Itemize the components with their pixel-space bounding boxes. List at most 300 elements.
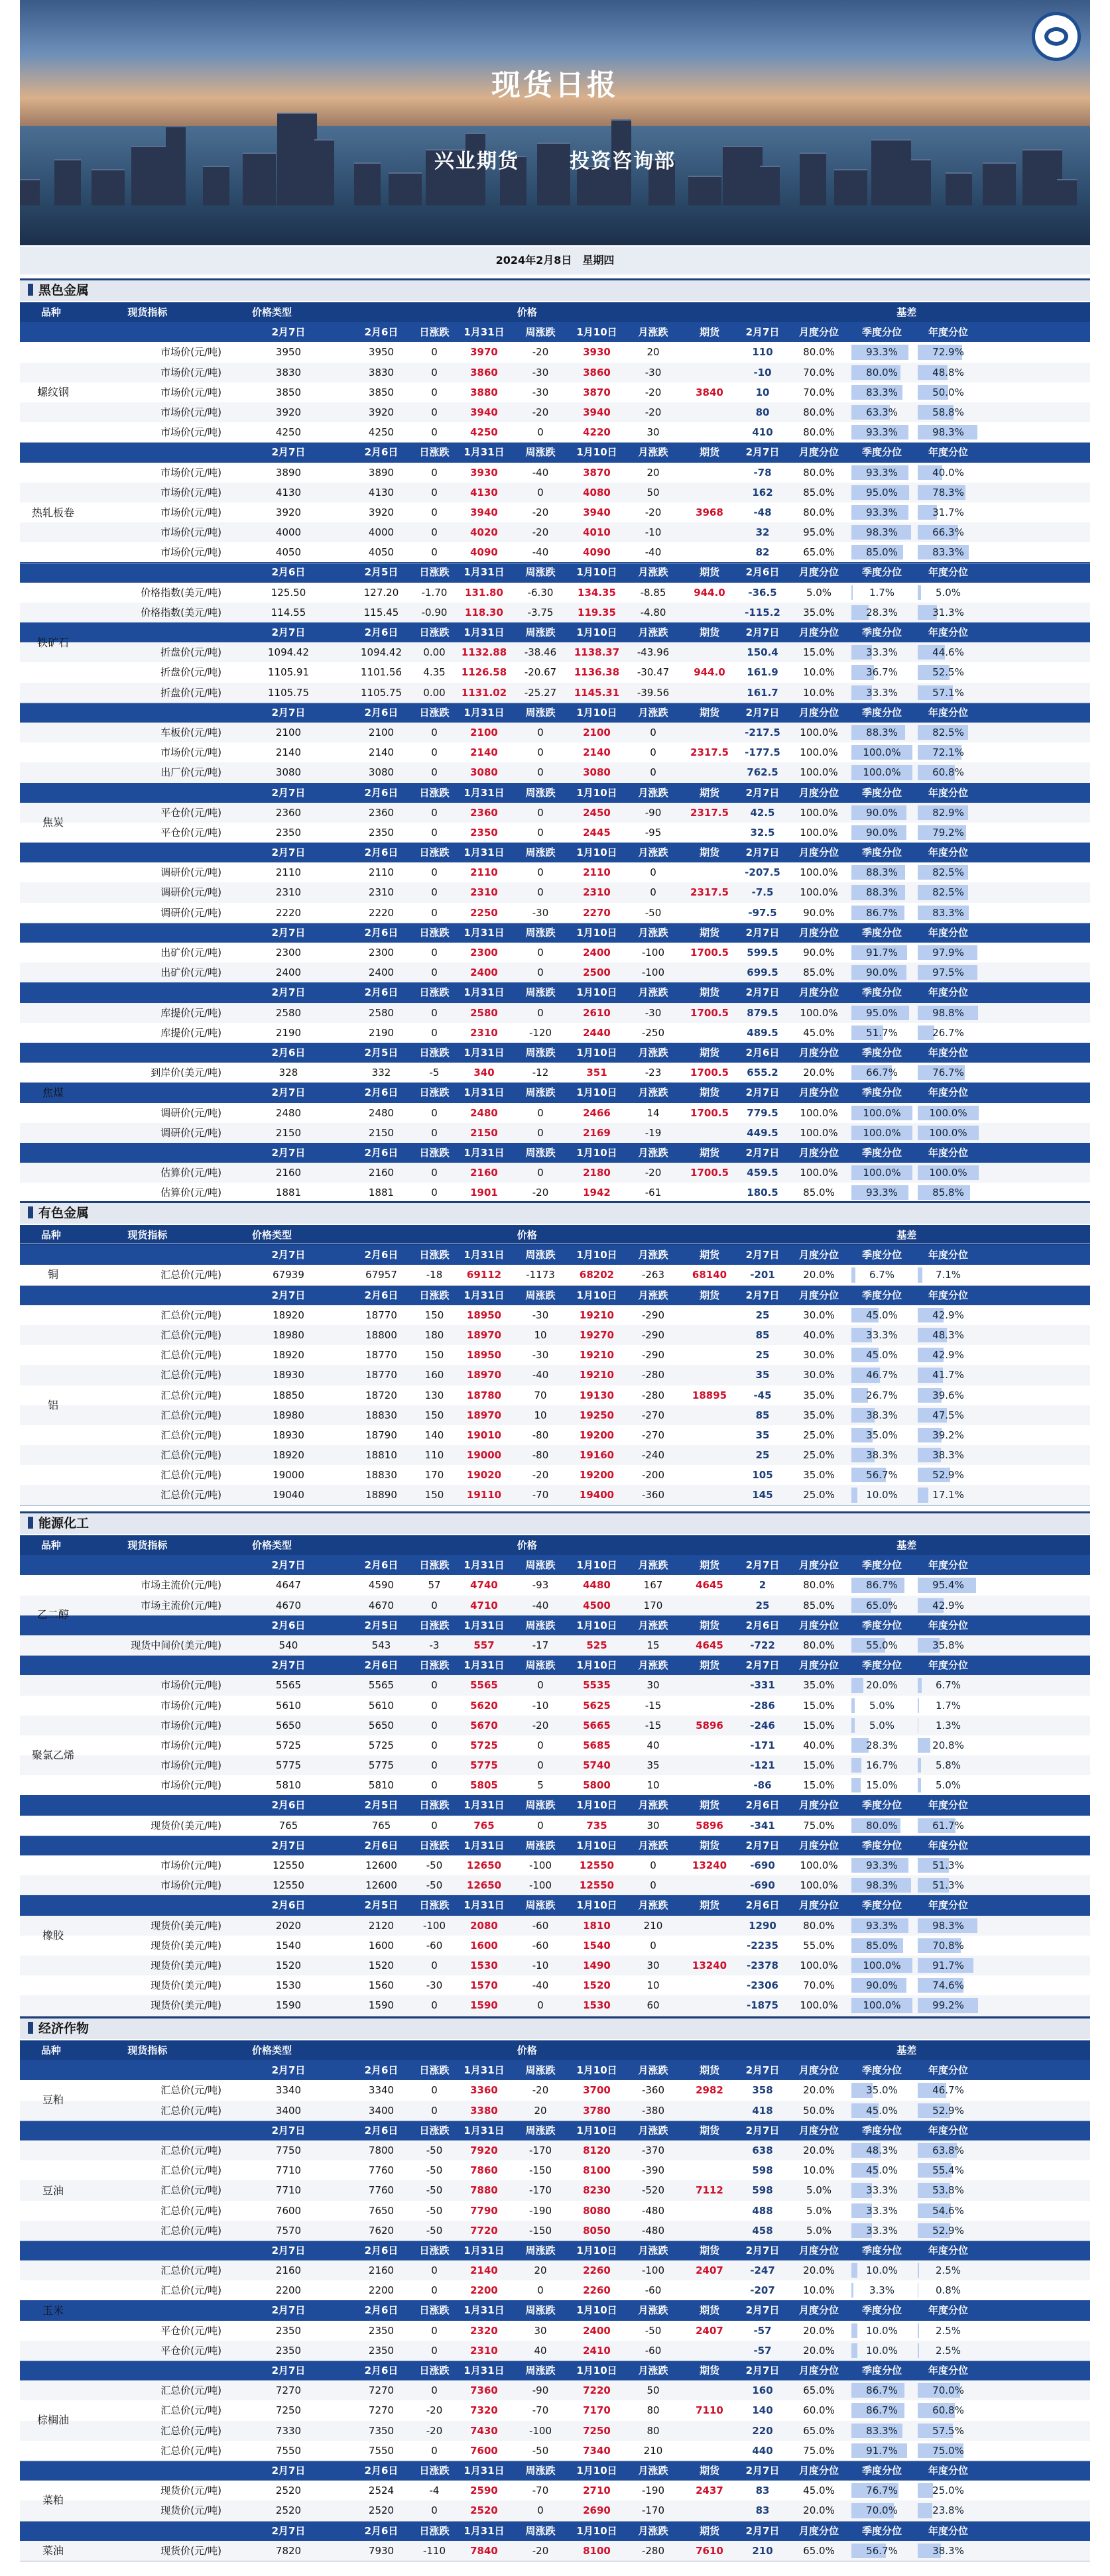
change-cell: 7430: [470, 2424, 498, 2437]
commodity-label: 菜粕: [42, 2494, 64, 2507]
value-cell: 7600: [275, 2204, 302, 2217]
percentile-value: 42.9%: [932, 1599, 964, 1611]
value-cell: 2月7日: [271, 2524, 306, 2537]
value-cell: -30: [532, 1349, 549, 1362]
table-row: [20, 1325, 1090, 1345]
value-cell: 周涨跌: [525, 2124, 556, 2137]
percentile-cell: [981, 1916, 1050, 1936]
table-row: [20, 1596, 1090, 1615]
change-cell: 7250: [583, 2424, 611, 2437]
percentile-cell: [915, 1365, 981, 1385]
value-cell: 月度分位: [798, 1046, 839, 1059]
value-cell: 30.0%: [803, 1369, 835, 1381]
change-cell: [683, 463, 736, 483]
percentile-value: 66.3%: [932, 526, 964, 539]
value-cell: 115.45: [363, 606, 399, 618]
value-cell: -40: [532, 1599, 549, 1611]
value-cell: 1月31日: [463, 926, 505, 939]
value-cell: [981, 2361, 1050, 2380]
value-cell: 1月31日: [463, 1086, 505, 1099]
section-title: 黑色金属: [20, 278, 1090, 301]
percentile-cell: [981, 1735, 1050, 1755]
value-cell: 10.0%: [803, 686, 835, 699]
value-cell: 季度分位: [861, 1659, 902, 1672]
value-cell: 4000: [368, 526, 395, 539]
value-cell: 季度分位: [861, 2064, 902, 2077]
percentile-value: 35.0%: [866, 1429, 898, 1441]
value-cell: 2月7日: [745, 446, 780, 459]
value-cell: 日涨跌: [419, 1289, 450, 1301]
value-cell: -100: [528, 1859, 552, 1871]
percentile-value: 5.0%: [869, 1719, 895, 1731]
commodity-label: 乙二醇: [36, 1608, 69, 1621]
value-cell: 1月10日: [576, 1899, 617, 1912]
value-cell: -3.75: [527, 606, 554, 618]
percentile-cell: [849, 1755, 915, 1775]
value-cell: 1520: [275, 1959, 302, 1971]
percentile-cell: [849, 1675, 915, 1695]
percentile-bar: [918, 1698, 919, 1713]
percentile-value: 50.0%: [932, 386, 964, 398]
value-cell: 30: [647, 426, 660, 439]
futures-price: -121: [750, 1759, 775, 1772]
percentile-cell: [849, 1003, 915, 1023]
table-row: [20, 502, 1090, 522]
value-cell: 2520: [368, 2504, 395, 2517]
value-cell: 2月7日: [271, 1249, 306, 1261]
value-cell: 5775: [368, 1759, 395, 1772]
change-cell: 1700.5: [690, 1006, 729, 1019]
value-cell: 2月7日: [745, 2304, 780, 2317]
percentile-cell: [849, 1103, 915, 1123]
change-cell: [683, 2221, 736, 2241]
percentile-value: 56.7%: [866, 1469, 898, 1482]
percentile-bar: [851, 2323, 857, 2338]
value-cell: 110: [424, 1449, 444, 1462]
value-cell: 150: [424, 1349, 444, 1362]
percentile-value: 98.3%: [932, 1919, 964, 1932]
value-cell: 0: [431, 1126, 438, 1139]
change-cell: [683, 342, 736, 362]
value-cell: 57: [428, 1579, 441, 1592]
value-cell: 2月5日: [364, 1899, 399, 1912]
value-cell: 周涨跌: [525, 2064, 556, 2077]
change-cell: 8050: [583, 2224, 611, 2237]
value-cell: 5810: [275, 1779, 302, 1792]
percentile-value: 70.0%: [932, 2384, 964, 2397]
value-cell: 期货: [699, 1899, 719, 1912]
change-cell: 2445: [583, 826, 611, 839]
indicator-name: 市场价(元/吨): [160, 1759, 221, 1772]
percentile-cell: [981, 2280, 1050, 2300]
value-cell: 周涨跌: [525, 1659, 556, 1672]
value-cell: 年度分位: [928, 446, 968, 459]
table-row: [20, 603, 1090, 622]
change-cell: 7920: [470, 2144, 498, 2156]
futures-price: 699.5: [747, 966, 778, 979]
percentile-cell: [849, 1445, 915, 1465]
value-cell: 1月10日: [576, 1619, 617, 1631]
value-cell: 60.0%: [803, 2404, 835, 2417]
value-cell: 0: [537, 1819, 544, 1832]
value-cell: 1520: [368, 1959, 395, 1971]
value-cell: 0: [650, 1859, 656, 1871]
value-cell: 日涨跌: [419, 2124, 450, 2137]
value-cell: [981, 2461, 1050, 2481]
change-cell: [683, 542, 736, 562]
value-cell: 2524: [368, 2485, 395, 2497]
header-cell: 品种: [40, 2044, 61, 2056]
value-cell: 65.0%: [803, 2384, 835, 2397]
percentile-bar: [851, 1678, 863, 1692]
value-cell: 1月10日: [576, 2464, 617, 2477]
value-cell: 0: [650, 866, 656, 879]
percentile-cell: [849, 2380, 915, 2400]
futures-price: -690: [750, 1879, 775, 1892]
value-cell: 0: [431, 486, 438, 498]
category-cell: [20, 1836, 86, 1855]
percentile-cell: [915, 2260, 981, 2280]
change-cell: 19000: [466, 1449, 502, 1462]
subheader-row: [20, 2060, 1090, 2080]
value-cell: 127.20: [363, 586, 399, 599]
value-cell: 期货: [699, 1659, 719, 1672]
value-cell: 0: [650, 766, 656, 779]
percentile-cell: [981, 1596, 1050, 1615]
indicator-name: 市场价(元/吨): [160, 366, 221, 379]
table-row: [20, 2201, 1090, 2221]
percentile-value: 17.1%: [932, 1489, 964, 1501]
indicator-name: [86, 1795, 225, 1815]
change-cell: 3968: [696, 506, 723, 518]
percentile-cell: [915, 1916, 981, 1936]
futures-price: 599.5: [747, 947, 778, 959]
indicator-name: 现货中间价(美元/吨): [131, 1639, 221, 1651]
value-cell: -170: [528, 2184, 552, 2197]
value-cell: 20.0%: [803, 2504, 835, 2517]
percentile-cell: [915, 862, 981, 882]
indicator-name: 汇总价(元/吨): [160, 2264, 221, 2277]
value-cell: 2120: [368, 1919, 395, 1932]
value-cell: 67939: [273, 1269, 304, 1281]
value-cell: 1月10日: [576, 2304, 617, 2317]
change-cell: [683, 1425, 736, 1445]
value-cell: 150: [424, 1309, 444, 1321]
percentile-value: 31.3%: [932, 606, 964, 618]
change-cell: [683, 1345, 736, 1365]
percentile-cell: [981, 1163, 1050, 1183]
change-cell: 1540: [583, 1939, 611, 1952]
change-cell: 557: [473, 1639, 495, 1651]
value-cell: 日涨跌: [419, 1659, 450, 1672]
percentile-value: 100.0%: [863, 746, 901, 759]
futures-price: 25: [755, 1599, 770, 1611]
change-cell: 7112: [696, 2184, 723, 2197]
value-cell: 2月7日: [271, 1839, 306, 1851]
percentile-cell: [849, 2500, 915, 2520]
percentile-value: 58.8%: [932, 406, 964, 418]
percentile-value: 54.6%: [932, 2204, 964, 2217]
value-cell: 0: [537, 1006, 544, 1019]
value-cell: 1月10日: [576, 2064, 617, 2077]
value-cell: 年度分位: [928, 986, 968, 999]
value-cell: 2300: [368, 947, 395, 959]
table-row: [20, 1936, 1090, 1956]
percentile-cell: [915, 363, 981, 382]
header-cell: 价格: [517, 2044, 537, 2056]
percentile-value: 45.0%: [866, 1309, 898, 1321]
percentile-value: 45.0%: [866, 1349, 898, 1362]
value-cell: 100.0%: [800, 1126, 838, 1139]
value-cell: 月度分位: [798, 326, 839, 339]
futures-price: 25: [755, 1309, 770, 1321]
percentile-value: 70.0%: [866, 2504, 898, 2517]
value-cell: 月度分位: [798, 2244, 839, 2256]
value-cell: -30: [645, 366, 662, 379]
value-cell: 2400: [368, 966, 395, 979]
value-cell: 月涨跌: [638, 1559, 668, 1572]
value-cell: 年度分位: [928, 1839, 968, 1851]
subheader-row: [20, 322, 1090, 342]
value-cell: 10: [647, 1979, 660, 1992]
percentile-value: 38.3%: [932, 2544, 964, 2557]
percentile-value: 2.5%: [935, 2324, 961, 2337]
indicator-name: [86, 982, 225, 1002]
futures-price: 80: [755, 406, 770, 418]
percentile-cell: [849, 2180, 915, 2200]
percentile-value: 76.7%: [866, 2485, 898, 2497]
value-cell: 年度分位: [928, 1289, 968, 1301]
percentile-value: 91.7%: [866, 2444, 898, 2457]
subheader-row: [20, 1555, 1090, 1575]
percentile-value: 83.3%: [932, 546, 964, 559]
table-row: [20, 662, 1090, 682]
percentile-cell: [915, 2160, 981, 2180]
value-cell: 10.0%: [803, 2284, 835, 2297]
change-cell: 340: [473, 1067, 495, 1079]
futures-price: 410: [752, 426, 773, 439]
value-cell: 2月6日: [271, 566, 306, 579]
percentile-cell: [915, 903, 981, 923]
value-cell: 1600: [368, 1939, 395, 1952]
indicator-name: 市场价(元/吨): [160, 546, 221, 559]
value-cell: 2月7日: [745, 2124, 780, 2137]
value-cell: 18830: [365, 1409, 397, 1421]
value-cell: 1月31日: [463, 566, 505, 579]
percentile-cell: [849, 1163, 915, 1183]
value-cell: 周涨跌: [525, 1559, 556, 1572]
change-cell: 944.0: [694, 586, 725, 599]
value-cell: 月涨跌: [638, 2524, 668, 2537]
indicator-name: [86, 2300, 225, 2320]
percentile-value: 26.7%: [866, 1389, 898, 1401]
value-cell: 月度分位: [798, 1839, 839, 1851]
indicator-name: 汇总价(元/吨): [160, 1409, 221, 1421]
percentile-cell: [915, 943, 981, 963]
value-cell: 20: [534, 2264, 547, 2277]
percentile-cell: [849, 422, 915, 442]
value-cell: 月度分位: [798, 1146, 839, 1159]
percentile-value: 74.6%: [932, 1979, 964, 1992]
futures-price: 85: [755, 1409, 770, 1421]
change-cell: 2300: [470, 947, 498, 959]
indicator-name: [86, 322, 225, 342]
percentile-cell: [981, 1936, 1050, 1956]
change-cell: 19250: [579, 1409, 615, 1421]
value-cell: 周涨跌: [525, 1086, 556, 1099]
value-cell: 5610: [275, 1699, 302, 1712]
value-cell: -20: [532, 2544, 549, 2557]
table-row: [20, 1123, 1090, 1143]
percentile-cell: [849, 1183, 915, 1202]
value-cell: -50: [645, 906, 662, 919]
percentile-cell: [849, 1855, 915, 1875]
value-cell: 25.0%: [803, 1429, 835, 1441]
percentile-cell: [981, 2541, 1050, 2561]
table-row: [20, 1063, 1090, 1083]
value-cell: 18830: [365, 1469, 397, 1482]
value-cell: 2月7日: [271, 1559, 306, 1572]
value-cell: 0: [431, 426, 438, 439]
change-cell: 1700.5: [690, 1106, 729, 1119]
percentile-cell: [849, 1325, 915, 1345]
percentile-cell: [915, 2140, 981, 2160]
table-row: [20, 1775, 1090, 1795]
futures-price: 150.4: [747, 646, 778, 659]
percentile-cell: [849, 2400, 915, 2420]
change-cell: 18970: [466, 1409, 502, 1421]
percentile-value: 79.2%: [932, 826, 964, 839]
indicator-name: [86, 1655, 225, 1675]
change-cell: 4250: [470, 426, 498, 439]
percentile-value: 93.3%: [866, 1859, 898, 1871]
percentile-bar: [851, 2343, 857, 2358]
value-cell: 7750: [275, 2144, 302, 2156]
percentile-cell: [849, 2260, 915, 2280]
header-cell: 基差: [896, 1539, 917, 1551]
change-cell: 1901: [470, 1187, 498, 1199]
indicator-name: 汇总价(元/吨): [160, 2424, 221, 2437]
value-cell: 2月7日: [745, 626, 780, 638]
percentile-cell: [915, 963, 981, 982]
percentile-bar: [918, 1758, 921, 1773]
percentile-cell: [915, 1696, 981, 1716]
value-cell: 0: [431, 1819, 438, 1832]
value-cell: 0: [537, 1126, 544, 1139]
percentile-value: 33.3%: [866, 646, 898, 659]
change-cell: 7360: [470, 2384, 498, 2397]
indicator-name: [86, 2521, 225, 2541]
value-cell: 0: [537, 966, 544, 979]
table-row: [20, 1575, 1090, 1595]
value-cell: 2100: [368, 726, 395, 738]
futures-price: -2235: [747, 1939, 778, 1952]
subheader-row: [20, 843, 1090, 862]
percentile-cell: [849, 1345, 915, 1365]
percentile-cell: [915, 1596, 981, 1615]
value-cell: 2100: [275, 726, 302, 738]
category-cell: [20, 1555, 86, 1575]
value-cell: 150: [424, 1489, 444, 1501]
value-cell: 70.0%: [803, 386, 835, 398]
change-cell: 1132.88: [461, 646, 507, 659]
building-shape: [1057, 179, 1077, 205]
value-cell: 0: [431, 1167, 438, 1179]
value-cell: 80.0%: [803, 346, 835, 359]
percentile-value: 56.7%: [866, 2544, 898, 2557]
value-cell: 0: [537, 1759, 544, 1772]
value-cell: 1881: [368, 1187, 395, 1199]
header-cell: 价格类型: [252, 1229, 292, 1241]
percentile-cell: [915, 603, 981, 622]
percentile-value: 1.7%: [869, 586, 895, 599]
change-cell: 5620: [470, 1699, 498, 1712]
change-cell: 19270: [579, 1328, 615, 1341]
value-cell: 167: [643, 1579, 663, 1592]
header-cell: 品种: [40, 306, 61, 318]
value-cell: 月度分位: [798, 926, 839, 939]
indicator-name: 估算价(元/吨): [160, 1187, 221, 1199]
indicator-name: 现货价(美元/吨): [151, 1919, 221, 1932]
change-cell: [683, 2160, 736, 2180]
futures-price: -45: [753, 1389, 772, 1401]
category-cell: [20, 2121, 86, 2140]
percentile-cell: [915, 422, 981, 442]
value-cell: 4050: [368, 546, 395, 559]
value-cell: 5565: [275, 1679, 302, 1692]
futures-price: -57: [753, 2324, 772, 2337]
value-cell: 年度分位: [928, 2304, 968, 2317]
value-cell: -40: [532, 466, 549, 479]
percentile-cell: [915, 2201, 981, 2221]
change-cell: 2260: [583, 2264, 611, 2277]
percentile-value: 65.0%: [866, 1599, 898, 1611]
change-cell: 2310: [583, 886, 611, 899]
value-cell: 日涨跌: [419, 446, 450, 459]
futures-price: 145: [752, 1489, 773, 1501]
commodity-label: 铝: [47, 1398, 58, 1411]
value-cell: 1月31日: [463, 786, 505, 799]
percentile-value: 98.3%: [866, 1879, 898, 1892]
indicator-name: 汇总价(元/吨): [160, 1449, 221, 1462]
value-cell: -50: [532, 2444, 549, 2457]
change-cell: 7170: [583, 2404, 611, 2417]
value-cell: 月涨跌: [638, 986, 668, 999]
value-cell: -4.80: [640, 606, 666, 618]
value-cell: 期货: [699, 1146, 719, 1159]
value-cell: 2月7日: [271, 1659, 306, 1672]
change-cell: 3940: [470, 406, 498, 418]
value-cell: 年度分位: [928, 2365, 968, 2376]
value-cell: 5: [537, 1779, 544, 1792]
change-cell: [683, 1123, 736, 1143]
commodity-label: 热轧板卷: [31, 506, 74, 519]
percentile-cell: [981, 1755, 1050, 1775]
change-cell: 2400: [583, 2324, 611, 2337]
futures-price: 2: [759, 1579, 767, 1592]
value-cell: -20: [645, 386, 662, 398]
value-cell: 2140: [368, 746, 395, 759]
percentile-value: 0.8%: [935, 2284, 961, 2297]
change-cell: 4080: [583, 486, 611, 498]
value-cell: 35.0%: [803, 1469, 835, 1482]
change-cell: 7110: [696, 2404, 723, 2417]
percentile-cell: [915, 1975, 981, 1995]
percentile-cell: [981, 882, 1050, 902]
change-cell: 18970: [466, 1328, 502, 1341]
value-cell: 170: [643, 1599, 663, 1611]
table-row: [20, 1265, 1090, 1285]
